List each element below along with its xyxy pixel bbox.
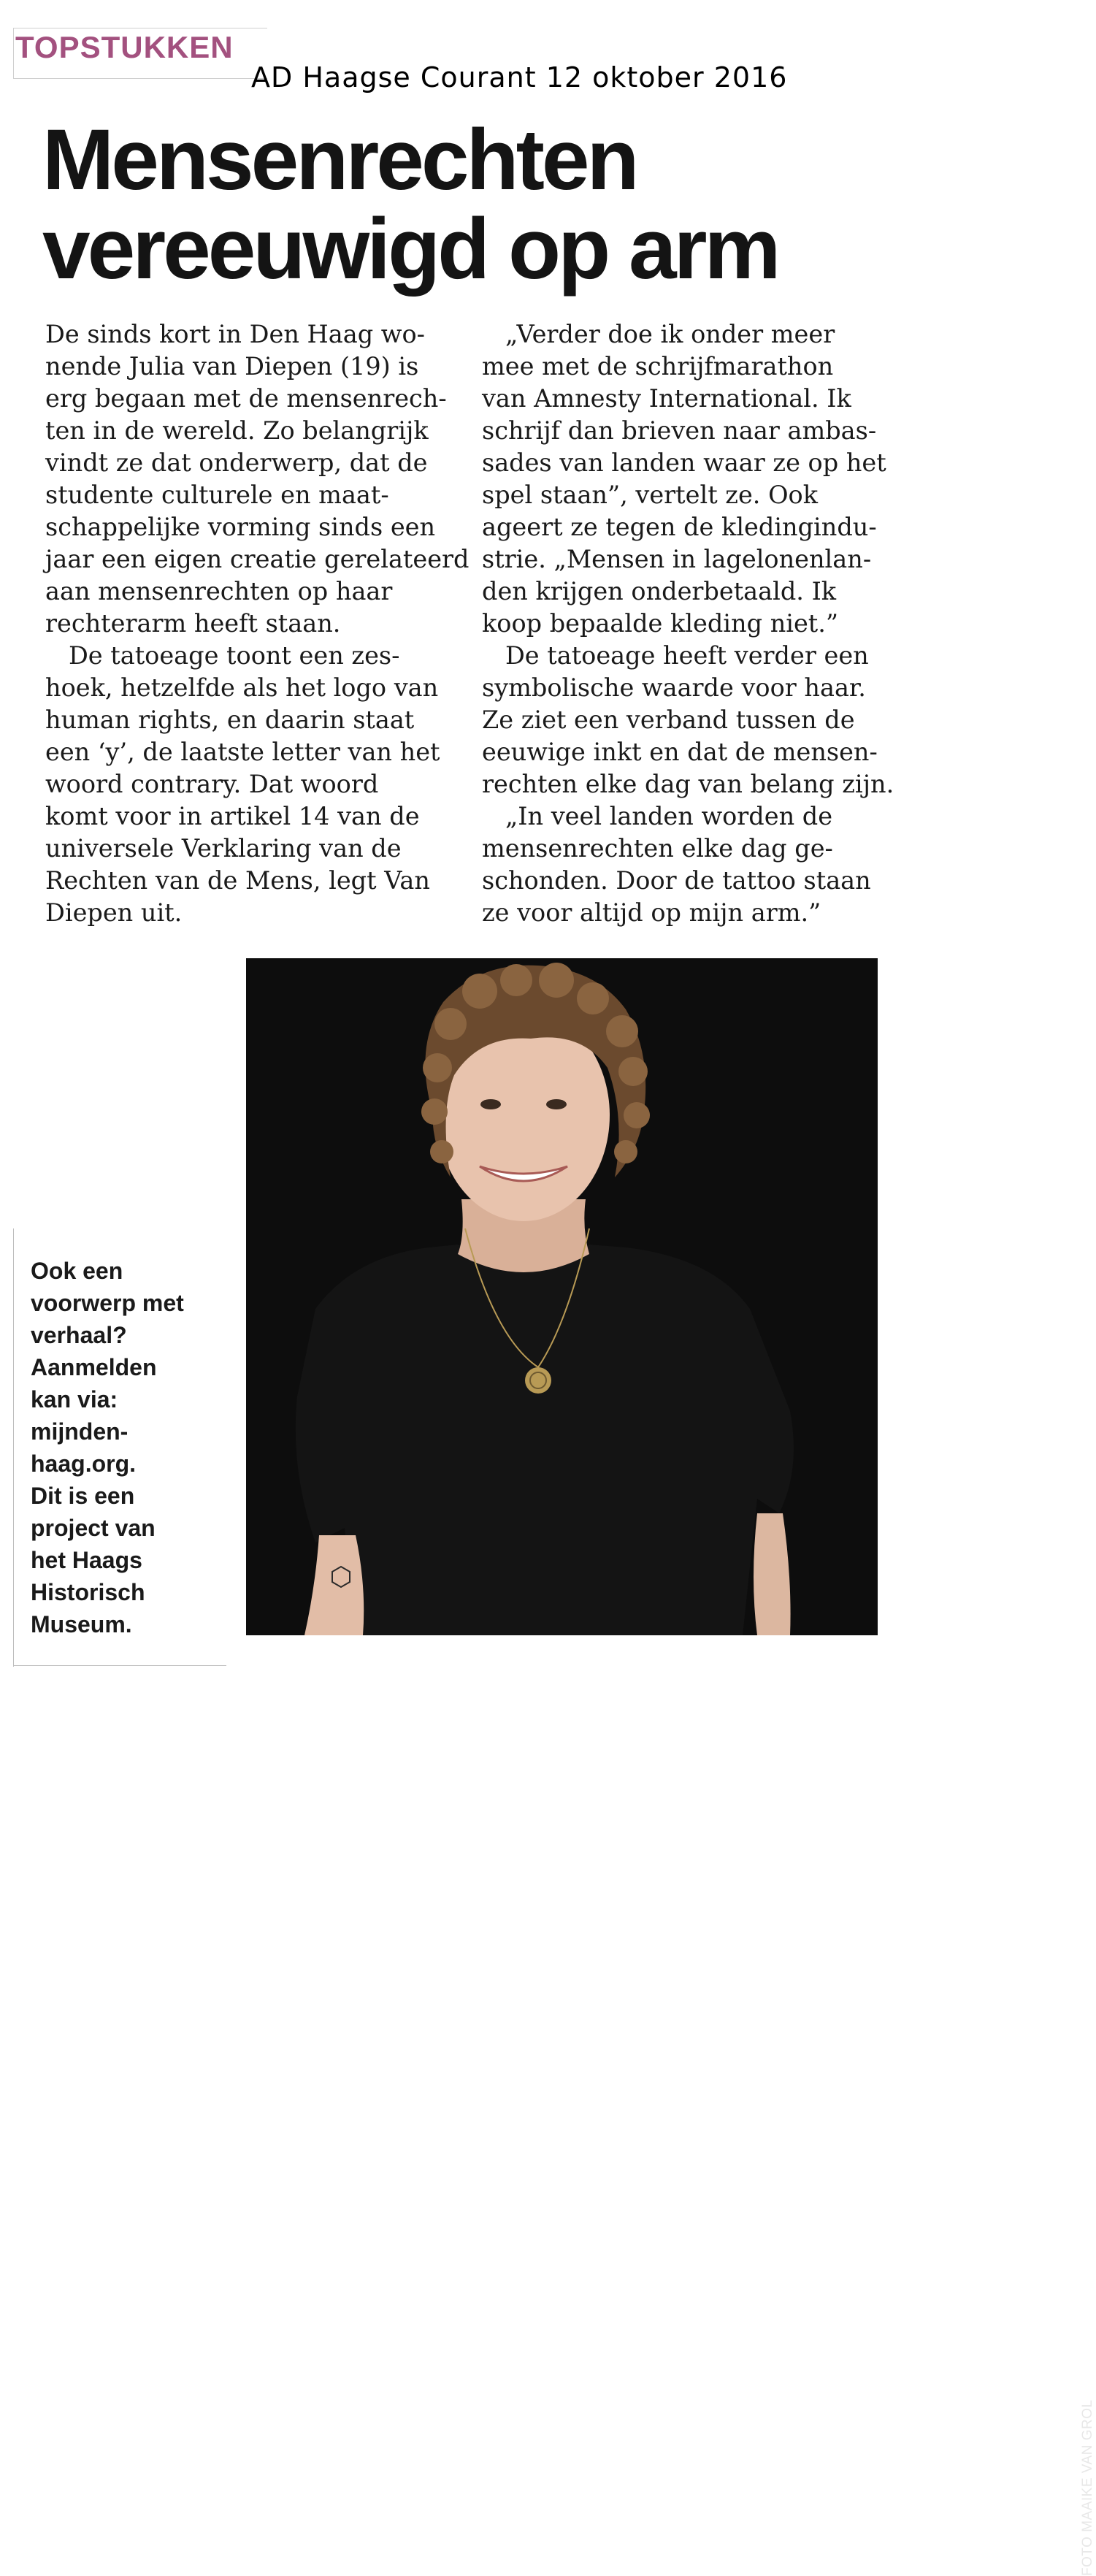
text-line: De tatoeage toont een zes-: [45, 641, 400, 670]
sidebar-line: kan via:: [31, 1386, 118, 1413]
text-line: Diepen uit.: [45, 898, 183, 927]
text-line: een ‘y’, de laatste letter van het: [45, 738, 440, 766]
portrait-photo: [246, 958, 1095, 2576]
sidebar-line: Ook een: [31, 1258, 123, 1284]
text-line: komt voor in artikel 14 van de: [45, 802, 420, 830]
text-line: human rights, en daarin staat: [45, 706, 415, 734]
sidebar-line: mijnden-: [31, 1418, 129, 1445]
text-line: rechterarm heeft staan.: [45, 609, 341, 638]
sidebar-callout: [31, 1255, 184, 1640]
source-line: AD Haagse Courant 12 oktober 2016: [251, 61, 788, 93]
text-line: „In veel landen worden de: [482, 802, 833, 830]
article-paragraph: [482, 640, 898, 800]
section-label: TOPSTUKKEN: [15, 30, 234, 64]
text-line: strie. „Mensen in lagelonenlan-: [482, 545, 872, 573]
text-line: Rechten van de Mens, legt Van: [45, 866, 430, 895]
eye-left: [480, 1099, 501, 1109]
photo-credit: FOTO MAAIKE VAN GROL: [1080, 2399, 1095, 2576]
text-line: rechten elke dag van belang zijn.: [482, 770, 894, 798]
article-paragraph: [482, 318, 898, 640]
sidebar-line: Aanmelden: [31, 1354, 157, 1380]
sidebar-line: verhaal?: [31, 1322, 127, 1348]
arm-right-shape: [754, 1513, 791, 1635]
text-line: spel staan”, vertelt ze. Ook: [482, 481, 819, 509]
headline-line: vereeuwigd op arm: [42, 201, 778, 297]
text-line: De sinds kort in Den Haag wo-: [45, 320, 425, 348]
headline: [42, 112, 911, 297]
text-line: woord contrary. Dat woord: [45, 770, 379, 798]
article-paragraph: [482, 800, 898, 929]
text-line: ten in de wereld. Zo belangrijk: [45, 416, 429, 445]
pendant-icon: [525, 1367, 551, 1394]
text-line: „Verder doe ik onder meer: [482, 320, 835, 348]
text-line: mee met de schrijfmarathon: [482, 352, 834, 381]
article-column-left: [45, 318, 470, 929]
text-line: den krijgen onderbetaald. Ik: [482, 577, 837, 605]
article-column-right: [482, 318, 898, 929]
sidebar-line: Historisch: [31, 1579, 145, 1605]
shirt-shape: [296, 1245, 794, 1635]
article-paragraph: [45, 318, 470, 640]
text-line: Ze ziet een verband tussen de: [482, 706, 855, 734]
text-line: aan mensenrechten op haar: [45, 577, 393, 605]
text-line: schappelijke vorming sinds een: [45, 513, 436, 541]
sidebar-divider: [13, 1665, 226, 1666]
sidebar-line: het Haags: [31, 1547, 142, 1573]
sidebar-line: haag.org.: [31, 1451, 137, 1477]
sidebar-line: Museum.: [31, 1611, 132, 1637]
sidebar-line: voorwerp met: [31, 1290, 184, 1316]
eye-right: [546, 1099, 567, 1109]
text-line: schrijf dan brieven naar ambas-: [482, 416, 877, 445]
text-line: erg begaan met de mensenrech-: [45, 384, 447, 413]
text-line: van Amnesty International. Ik: [482, 384, 851, 413]
sidebar-line: project van: [31, 1515, 156, 1541]
sidebar-line: Dit is een: [31, 1483, 135, 1509]
text-line: hoek, hetzelfde als het logo van: [45, 673, 439, 702]
section-label-box: [13, 28, 267, 79]
text-line: nende Julia van Diepen (19) is: [45, 352, 419, 381]
text-line: eeuwige inkt en dat de mensen-: [482, 738, 878, 766]
text-line: jaar een eigen creatie gerelateerd: [45, 545, 470, 573]
text-line: vindt ze dat onderwerp, dat de: [45, 448, 428, 477]
headline-line: Mensenrechten: [42, 112, 637, 208]
portrait-illustration: [246, 958, 878, 1635]
text-line: studente culturele en maat-: [45, 481, 389, 509]
text-line: ageert ze tegen de kledingindu-: [482, 513, 877, 541]
text-line: mensenrechten elke dag ge-: [482, 834, 833, 863]
text-line: universele Verklaring van de: [45, 834, 402, 863]
text-line: ze voor altijd op mijn arm.”: [482, 898, 821, 927]
text-line: symbolische waarde voor haar.: [482, 673, 866, 702]
article-paragraph: [45, 640, 461, 929]
text-line: De tatoeage heeft verder een: [482, 641, 869, 670]
text-line: schonden. Door de tattoo staan: [482, 866, 871, 895]
text-line: sades van landen waar ze op het: [482, 448, 886, 477]
text-line: koop bepaalde kleding niet.”: [482, 609, 839, 638]
